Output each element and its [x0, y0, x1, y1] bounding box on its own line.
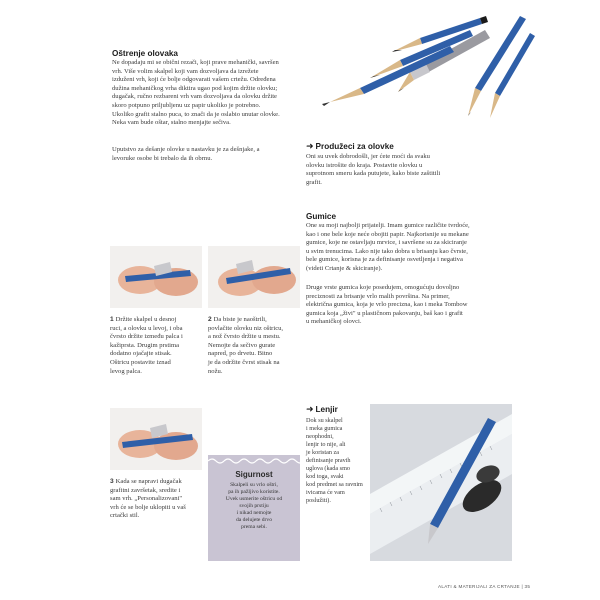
extenders-body: Oni su uvek dobrodošli, jer ćete moći da svaku olovku istrošite do kraja. Postavite olovku u suprotnom smeru kada putujete, kako biste zaštitili grafit. [306, 153, 441, 186]
step-2-photo [208, 246, 300, 308]
step-2 [208, 316, 303, 376]
step-1-number: 1 [110, 316, 114, 323]
pencils-photo [300, 8, 535, 133]
step-3-photo [110, 408, 202, 470]
step-1 [110, 316, 205, 376]
step-3 [110, 478, 205, 521]
ruler-heading [306, 405, 338, 415]
step-1-photo [110, 246, 202, 308]
erasers-body-1: One su moji najbolji prijatelji. Imam gumice različite tvrdoće, kao i one bele koje neće obojiti papir. Najkorisnije su mekane gumice, koje ne ostavljaju mrvice, i savršene su za skiciranje u svim trenucima. Lako nije tako dobra u brisanju kao čvrste, bele gumice, korisna je za definisanje osvetljenja i negativa (videti Crtanje & skiciranje). [306, 222, 470, 272]
step-1-text: Držite skalpel u desnoj ruci, a olovku u levoj, i oba čvrsto držite između palca i kažiprsta. Drugim prstima dodatno ojačajte stisak. Oštricu postavite iznad levog palca. [110, 316, 183, 375]
safety-tip-box [208, 455, 300, 561]
sharpening-title: Oštrenje olovaka [112, 49, 178, 58]
extenders-heading [306, 142, 394, 152]
decorative-border [208, 457, 300, 465]
pencil-3 [322, 46, 454, 106]
arrow-right-icon: ➜ [306, 142, 314, 152]
tip-title: Sigurnost [235, 470, 273, 479]
ruler-photo [370, 404, 512, 561]
page-footer: ALATI & MATERIJALI ZA CRTANJE | 35 [438, 584, 531, 589]
erasers-body-2: Druge vrste gumica koje posedujem, omogućuju dovoljno preciznosti za brisanje vrlo malih površina. Na primer, električna gumica, koja je vrlo precizna, kao i meka Tombow gumica koja „živi" u plastičnom pakovanju, baš kao i grafit u mehaničkoj olovci. [306, 284, 468, 326]
step-2-number: 2 [208, 316, 212, 323]
ruler-body: Dok su skalpel i meka gumica neophodni, lenjir to nije, ali je koristan za definisanje pravih uglova (kada smo kod toga, svaki kod predmet sa ravnim ivicama će vam poslužiti). [306, 417, 363, 504]
step-2-text: Da biste je naoštrili, povlačite olovku niz oštricu, a nož čvrsto držite u mestu. Nemojte da sečivo gurate napred, po drvetu. Bitno je da održite čvrst stisak na nožu. [208, 316, 284, 375]
step-3-number: 3 [110, 478, 114, 485]
step-3-text: Kada se napravi dugačak grafitni završetak, sredite i sam vrh. „Personalizovani" vrh će se bolje uklopiti u vaš crtački stil. [110, 478, 186, 520]
ruler-title: Lenjir [315, 405, 338, 414]
pencil-5 [490, 33, 535, 118]
sharpening-note: Uputstvo za dešanje olovke u nastavku je za dešnjake, a levoruke osobe bi trebalo da ih obrnu. [112, 146, 260, 162]
arrow-right-icon: ➜ [306, 405, 314, 415]
erasers-title: Gumice [306, 212, 337, 221]
tip-body: Skalpeli su vrlo oštri, pa ih pažljivo koristite. Uvek usmerite oštricu od svojih prstiju i nikad nemojte da delujete drvo prema sebi. [225, 482, 283, 530]
extenders-title: Produžeci za olovke [315, 142, 394, 151]
sharpening-body: Ne dopadaju mi se obični rezači, koji prave mehanički, savršen vrh. Više volim skalpel koji vam dozvoljava da izrežete izduženi vrh, koji će bolje odgovarati vašem crtežu. Određena dužina mehaničkog vrha diktira ugao pod kojim držite olovku; dugačak, ručno rezbareni vrh vam dozvoljava da olovku držite skoro potpuno priljubljenu uz papir ukoliko je potrebno. Ukoliko grafit stalno puca, to znači da je oslabio unutar olovke. Neka vam bude oštar, stalno menjajte sečiva. [112, 59, 280, 127]
